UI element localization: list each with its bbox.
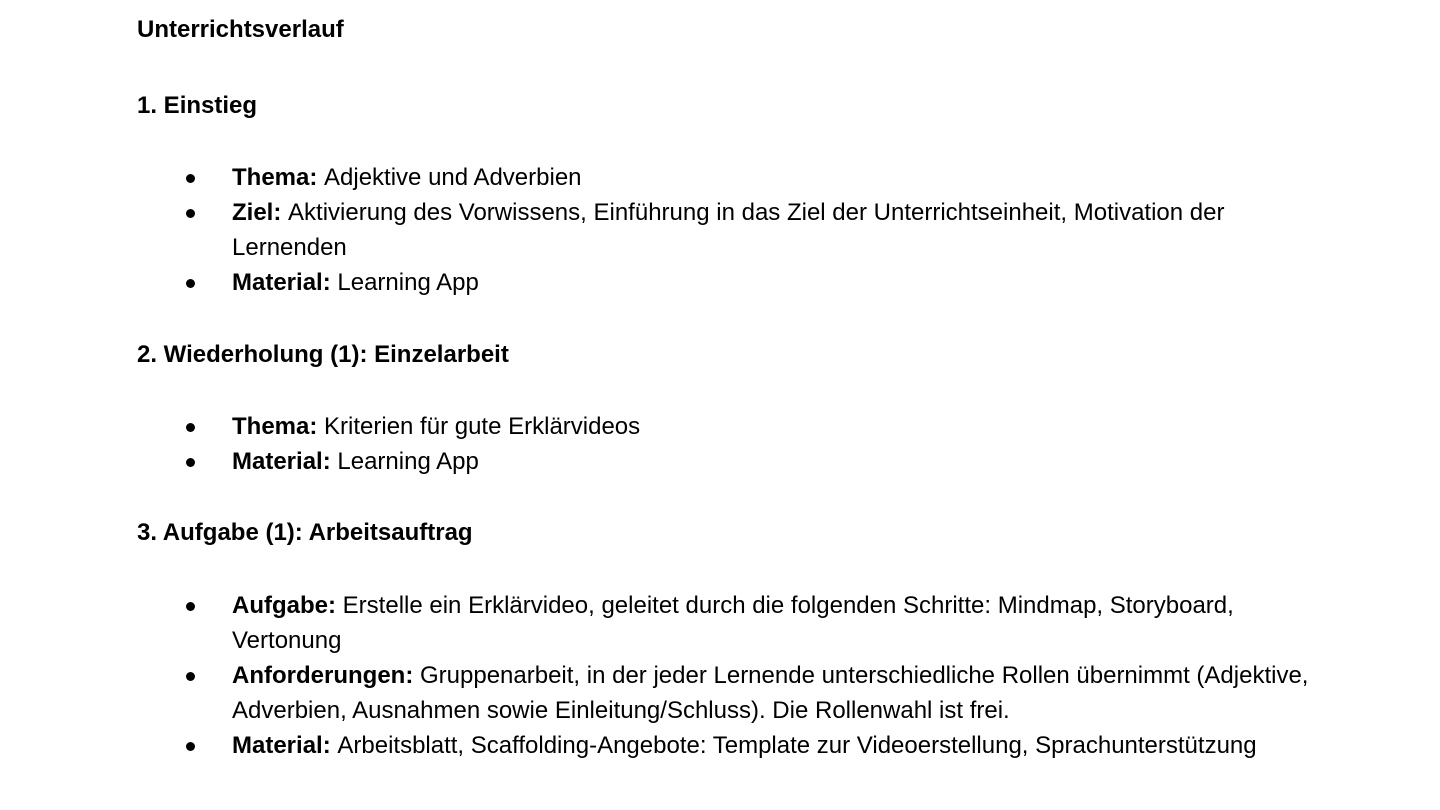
list-item [137,588,1317,658]
list-item [137,195,1317,265]
section-list-wiederholung [137,409,1317,479]
bullet-icon [186,602,195,611]
list-item [137,265,1317,300]
list-item [137,409,1317,444]
item-key: Thema: [232,164,325,191]
section-list-einstieg [137,160,1317,300]
item-text: Learning App [337,448,479,475]
bullet-icon [186,672,195,681]
document-title: Unterrichtsverlauf [137,16,344,43]
section-heading-aufgabe: 3. Aufgabe (1): Arbeitsauftrag [137,519,473,546]
item-key: Ziel: [232,199,289,226]
item-key: Thema: [232,413,325,440]
bullet-icon [186,458,195,467]
item-text: Aktivierung des Vorwissens, Einführung in das Ziel der Unterrichtseinheit, Motivation der Lernenden [232,199,1225,261]
list-item [137,728,1317,763]
item-text: Erstelle ein Erklärvideo, geleitet durch die folgenden Schritte: Mindmap, Storyboard, Vertonung [232,592,1234,654]
list-item [137,160,1317,195]
section-list-aufgabe [137,588,1317,763]
item-text: Kriterien für gute Erklärvideos [324,413,641,440]
item-key: Material: [232,448,338,475]
bullet-icon [186,209,195,218]
item-key: Material: [232,269,338,296]
list-item [137,444,1317,479]
bullet-icon [186,423,195,432]
bullet-icon [186,742,195,751]
bullet-icon [186,174,195,183]
item-key: Anforderungen: [232,662,420,689]
bullet-icon [186,279,195,288]
item-text: Gruppenarbeit, in der jeder Lernende unterschiedliche Rollen übernimmt (Adjektive, Adverbien, Ausnahmen sowie Einleitung/Schluss). Die Rollenwahl ist frei. [232,662,1309,724]
item-text: Adjektive und Adverbien [324,164,582,191]
section-heading-einstieg: 1. Einstieg [137,92,258,119]
item-text: Arbeitsblatt, Scaffolding-Angebote: Template zur Videoerstellung, Sprachunterstützung [337,732,1257,759]
section-heading-wiederholung: 2. Wiederholung (1): Einzelarbeit [137,341,509,368]
list-item [137,658,1317,728]
item-text: Learning App [337,269,479,296]
item-key: Material: [232,732,338,759]
item-key: Aufgabe: [232,592,343,619]
